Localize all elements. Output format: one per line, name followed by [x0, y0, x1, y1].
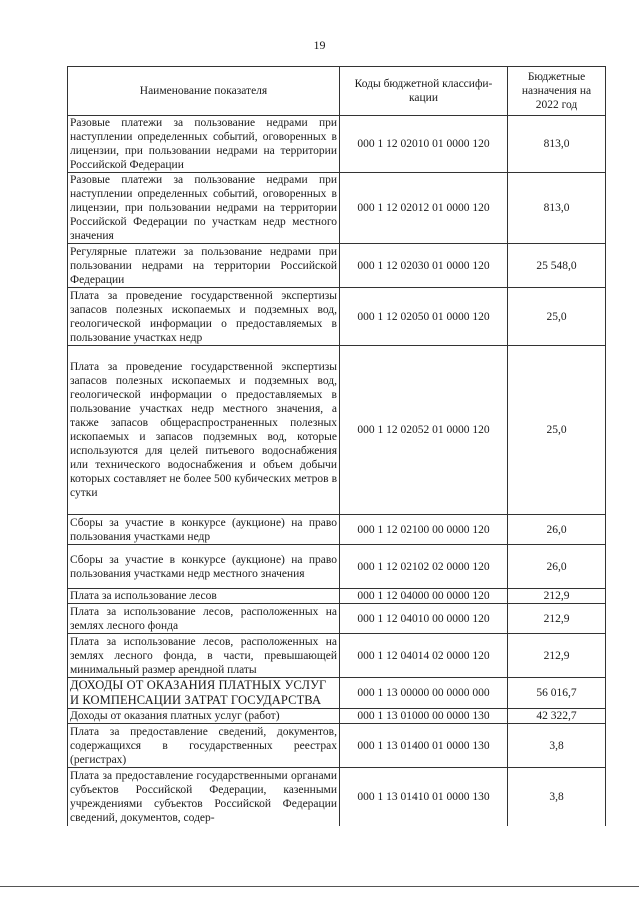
- page-number: 19: [313, 38, 326, 52]
- row-name: Доходы от оказания платных услуг (работ): [68, 709, 340, 724]
- row-code: 000 1 12 04000 00 0000 120: [340, 589, 508, 604]
- row-name: Сборы за участие в конкурсе (аукционе) на право пользования участками недр: [68, 515, 340, 545]
- table-row: [68, 604, 606, 634]
- row-amount: 813,0: [508, 116, 606, 173]
- row-code: 000 1 13 00000 00 0000 000: [340, 678, 508, 709]
- row-amount: 813,0: [508, 173, 606, 244]
- row-code: 000 1 12 02030 01 0000 120: [340, 244, 508, 288]
- row-name: Плата за использование лесов: [68, 589, 340, 604]
- table-row: [68, 589, 606, 604]
- row-amount: 3,8: [508, 724, 606, 768]
- header-amount: Бюджетные назначения на 2022 год: [508, 67, 606, 116]
- row-name: Сборы за участие в конкурсе (аукционе) на право пользования участками недр местного значения: [68, 545, 340, 589]
- table-row: [68, 724, 606, 768]
- row-amount: 26,0: [508, 545, 606, 589]
- table-row: [68, 634, 606, 678]
- table-row: [68, 709, 606, 724]
- row-name: Разовые платежи за пользование недрами при наступлении определенных событий, оговоренных в лицензии, при пользовании недрами на территории Российской Федерации по участкам недр местного значения: [68, 173, 340, 244]
- row-amount: 212,9: [508, 634, 606, 678]
- row-code: 000 1 12 02012 01 0000 120: [340, 173, 508, 244]
- row-name: Плата за использование лесов, расположенных на землях лесного фонда, в части, превышающей минимальный размер арендной платы: [68, 634, 340, 678]
- row-amount: 25 548,0: [508, 244, 606, 288]
- row-name: Плата за проведение государственной экспертизы запасов полезных ископаемых и подземных вод, геологической информации о предоставляемых в пользование участках недр: [68, 288, 340, 346]
- row-name: Плата за предоставление государственными органами субъектов Российской Федерации, казенными учреждениями субъектов Российской Федерации сведений, документов, содер-: [68, 768, 340, 826]
- table-row: [68, 678, 606, 709]
- row-name: Регулярные платежи за пользование недрами при пользовании недрами на территории Российской Федерации: [68, 244, 340, 288]
- row-amount: 56 016,7: [508, 678, 606, 709]
- row-code: 000 1 13 01410 01 0000 130: [340, 768, 508, 826]
- row-amount: 26,0: [508, 515, 606, 545]
- row-amount: 212,9: [508, 604, 606, 634]
- row-code: 000 1 13 01000 00 0000 130: [340, 709, 508, 724]
- row-name: Плата за проведение государственной экспертизы запасов полезных ископаемых и подземных вод, геологической информации о предоставляемых в пользование участках недр местного значения, а также запасов общераспространенных полезных ископаемых и запасов подземных вод, которые используются для целей питьевого водоснабжения или технического водоснабжения и объем добычи которых составляет не более 500 кубических метров в сутки: [68, 346, 340, 515]
- row-code: 000 1 12 04010 00 0000 120: [340, 604, 508, 634]
- row-amount: 3,8: [508, 768, 606, 826]
- table-row: [68, 515, 606, 545]
- row-amount: 212,9: [508, 589, 606, 604]
- table-row: [68, 768, 606, 826]
- table-row: [68, 288, 606, 346]
- row-amount: 42 322,7: [508, 709, 606, 724]
- row-code: 000 1 12 02100 00 0000 120: [340, 515, 508, 545]
- table-row: [68, 346, 606, 515]
- row-code: 000 1 12 02010 01 0000 120: [340, 116, 508, 173]
- row-code: 000 1 12 04014 02 0000 120: [340, 634, 508, 678]
- row-code: 000 1 12 02050 01 0000 120: [340, 288, 508, 346]
- table-row: [68, 173, 606, 244]
- table-row: [68, 244, 606, 288]
- row-name: Разовые платежи за пользование недрами при наступлении определенных событий, оговоренных в лицензии, при пользовании недрами на территории Российской Федерации: [68, 116, 340, 173]
- row-name: Плата за предоставление сведений, документов, содержащихся в государственных реестрах (регистрах): [68, 724, 340, 768]
- row-amount: 25,0: [508, 288, 606, 346]
- row-name: Плата за использование лесов, расположенных на землях лесного фонда: [68, 604, 340, 634]
- row-code: 000 1 12 02102 02 0000 120: [340, 545, 508, 589]
- budget-table: [67, 66, 606, 826]
- table-row: [68, 545, 606, 589]
- header-name: Наименование показателя: [68, 67, 340, 116]
- row-name: ДОХОДЫ ОТ ОКАЗАНИЯ ПЛАТНЫХ УСЛУГ И КОМПЕНСАЦИИ ЗАТРАТ ГОСУДАРСТВА: [68, 678, 340, 709]
- row-amount: 25,0: [508, 346, 606, 515]
- page-bottom-rule: [0, 886, 639, 887]
- row-code: 000 1 12 02052 01 0000 120: [340, 346, 508, 515]
- table-header-row: [68, 67, 606, 116]
- row-code: 000 1 13 01400 01 0000 130: [340, 724, 508, 768]
- header-code: Коды бюджетной классифи-кации: [340, 67, 508, 116]
- table-row: [68, 116, 606, 173]
